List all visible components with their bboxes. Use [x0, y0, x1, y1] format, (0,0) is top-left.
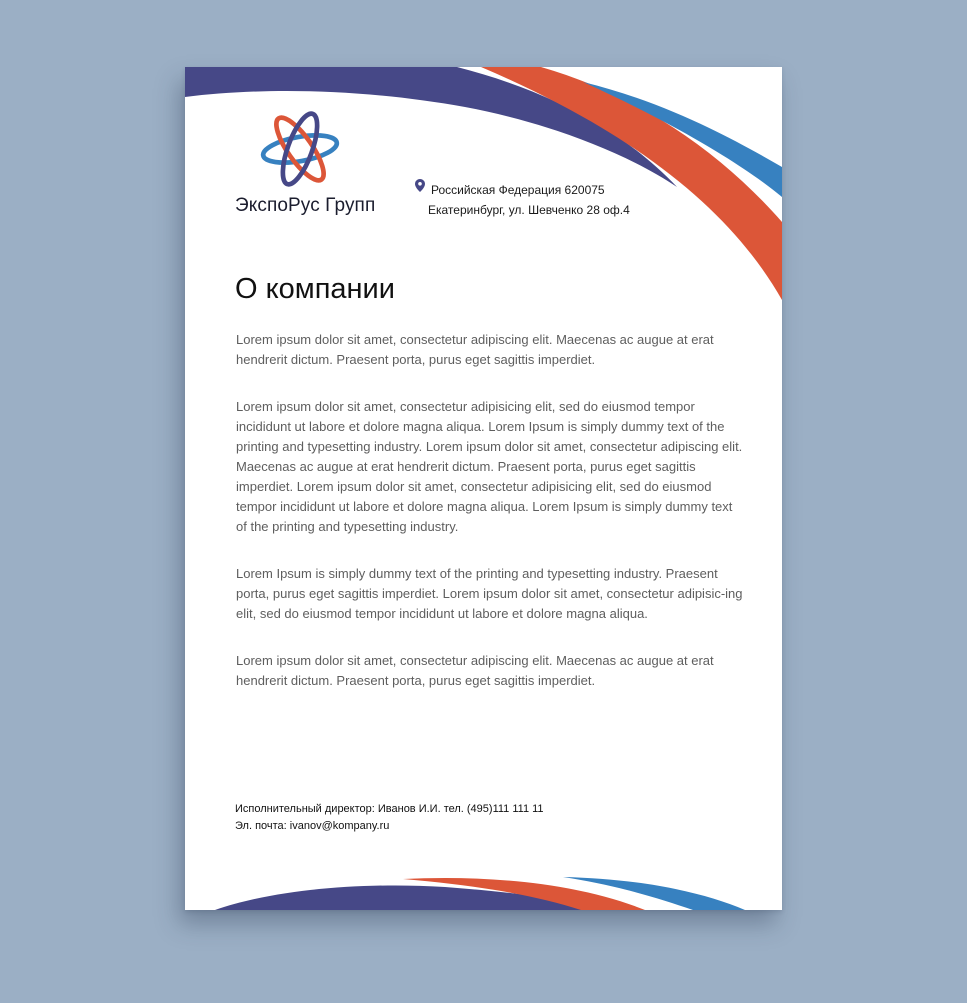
paragraph-3: Lorem Ipsum is simply dummy text of the printing and typesetting industry. Praesent porta, purus eget sagittis imperdiet. Lorem ipsum dolor sit amet, consectetur adipisic-ing elit, sed do eiusmod tempor incididunt ut labore et dolore magna aliqua.	[236, 566, 743, 621]
address-line-1: Российская Федерация 620075	[431, 183, 605, 197]
director-line: Исполнительный директор: Иванов И.И. тел. (495)111 111 11	[235, 803, 544, 815]
footer-contacts	[235, 801, 544, 835]
company-address	[428, 180, 630, 220]
paragraph-2: Lorem ipsum dolor sit amet, consectetur adipisicing elit, sed do eiusmod tempor incididunt ut labore et dolore magna aliqua. Lorem Ipsum is simply dummy text of the printing and typesetting industry. Lorem ipsum dolor sit amet, consectetur adipiscing elit. Maecenas ac augue at erat hendrerit dictum. Praesent porta, purus eget sagittis imperdiet. Lorem ipsum dolor sit amet, consectetur adipisicing elit, sed do eiusmod tempor incididunt ut labore et dolore magna aliqua. Lorem Ipsum is simply dummy text of the printing and typesetting industry.	[236, 399, 743, 534]
address-line-2: Екатеринбург, ул. Шевченко 28 оф.4	[428, 203, 630, 217]
letterhead-sheet	[185, 67, 782, 910]
location-pin-icon	[415, 179, 425, 192]
page-title: О компании	[235, 273, 395, 305]
paragraph-4: Lorem ipsum dolor sit amet, consectetur adipiscing elit. Maecenas ac augue at erat hendrerit dictum. Praesent porta, purus eget sagittis imperdiet.	[236, 653, 714, 688]
email-line: Эл. почта: ivanov@kompany.ru	[235, 820, 390, 832]
company-name: ЭкспоРус Групп	[235, 195, 376, 216]
logo-icon	[257, 107, 343, 191]
paragraph-1: Lorem ipsum dolor sit amet, consectetur adipiscing elit. Maecenas ac augue at erat hendrerit dictum. Praesent porta, purus eget sagittis imperdiet.	[236, 332, 714, 367]
